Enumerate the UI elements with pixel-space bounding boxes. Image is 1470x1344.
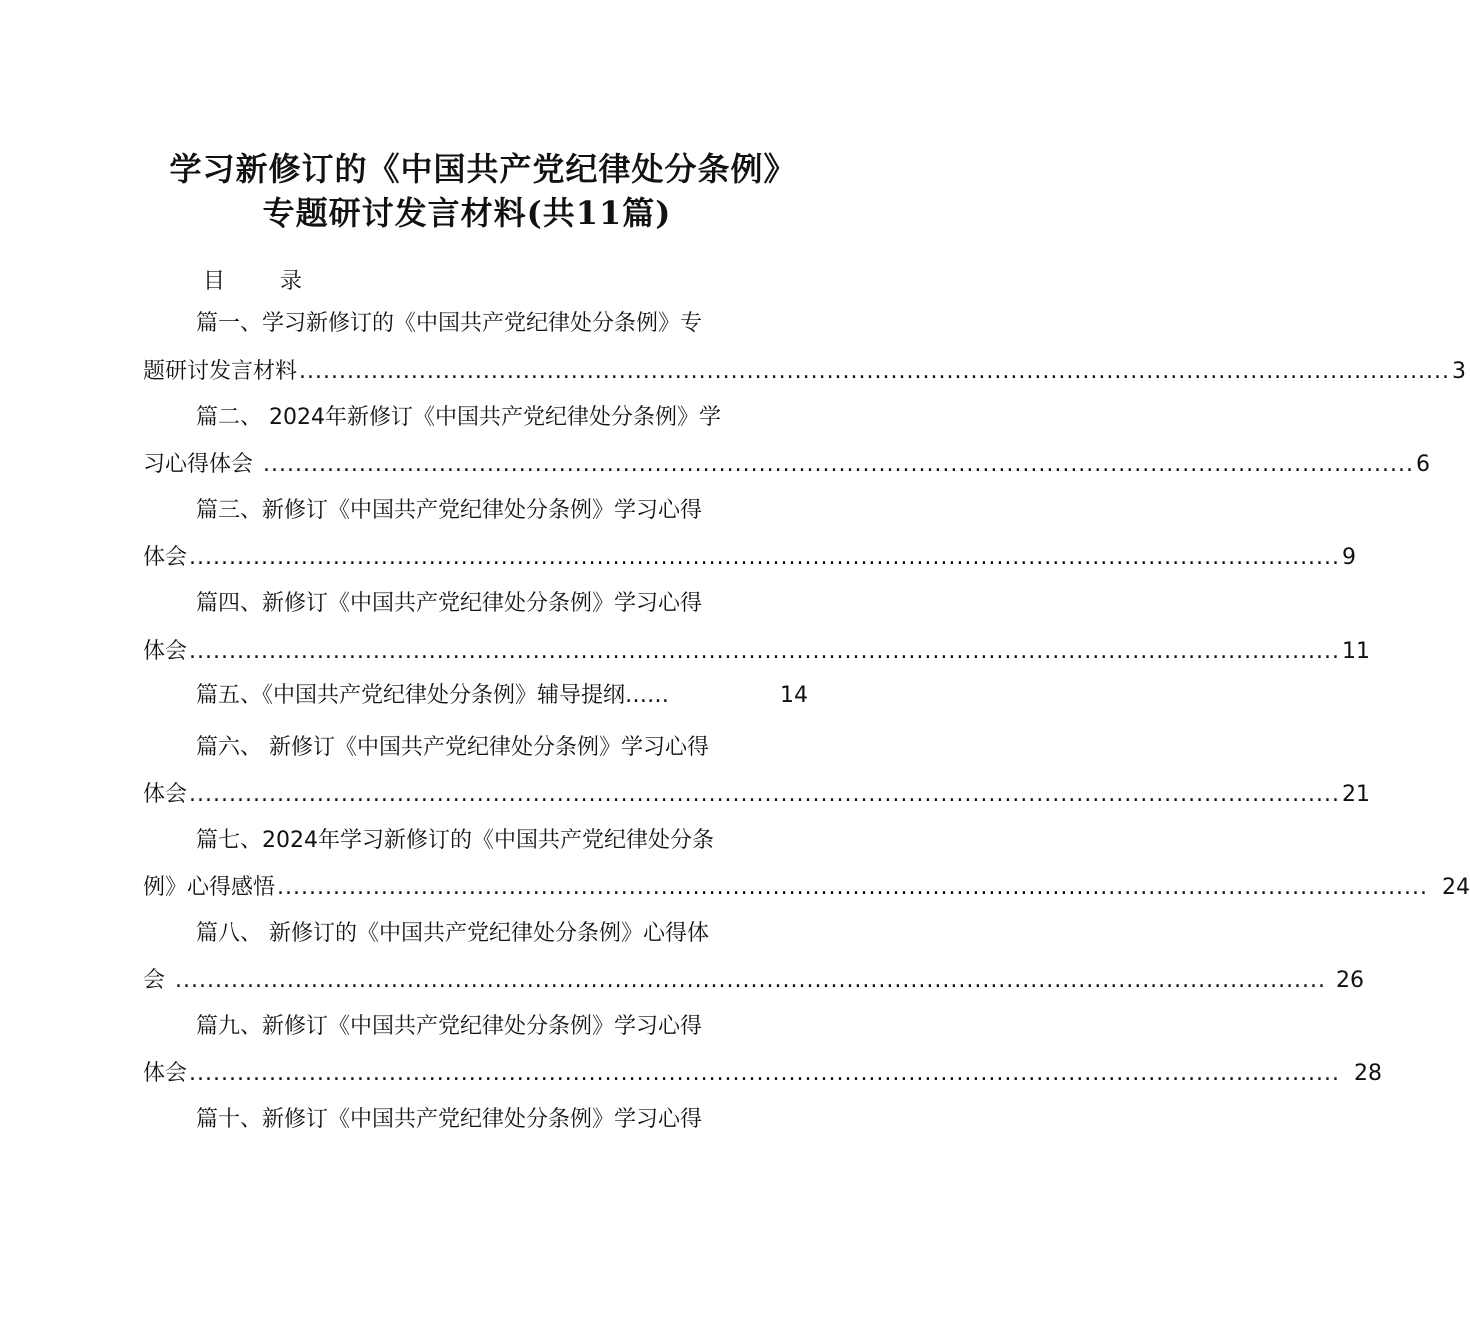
toc-entry-8-title-cont: 会 bbox=[143, 968, 166, 993]
dot-leader: ................................................................................................................................................ bbox=[189, 1061, 1341, 1086]
toc-entry-8-title[interactable]: 篇八、 新修订的《中国共产党纪律处分条例》心得体 bbox=[196, 921, 709, 946]
toc-entry-2-page-number: 6 bbox=[1416, 452, 1431, 477]
document-title-line-1: 学习新修订的《中国共产党纪律处分条例》 bbox=[169, 150, 797, 188]
toc-entry-5-page-number: 14 bbox=[780, 683, 808, 708]
toc-entry-7-page-number: 24 bbox=[1442, 875, 1470, 900]
dot-leader: ................................................................................................................................................ bbox=[299, 359, 1451, 384]
toc-entry-4-continuation[interactable] bbox=[143, 637, 1371, 667]
toc-entry-3-continuation[interactable] bbox=[143, 543, 1357, 573]
toc-entry-3-title[interactable]: 篇三、新修订《中国共产党纪律处分条例》学习心得 bbox=[196, 498, 703, 523]
toc-entry-9-title[interactable]: 篇九、新修订《中国共产党纪律处分条例》学习心得 bbox=[196, 1014, 703, 1039]
document-title-line-2: 专题研讨发言材料(共11篇) bbox=[262, 194, 672, 232]
toc-entry-7-title[interactable]: 篇七、2024年学习新修订的《中国共产党纪律处分条 bbox=[196, 828, 714, 853]
toc-entry-4-title[interactable]: 篇四、新修订《中国共产党纪律处分条例》学习心得 bbox=[196, 591, 703, 616]
toc-entry-9-page-number: 28 bbox=[1354, 1061, 1383, 1086]
dot-leader: ................................................................................................................................................ bbox=[255, 452, 1415, 477]
dot-leader: ................................................................................................................................................ bbox=[189, 639, 1341, 664]
toc-entry-1-title-cont: 题研讨发言材料 bbox=[143, 359, 298, 384]
toc-entry-5[interactable] bbox=[196, 681, 808, 711]
toc-entry-6-continuation[interactable] bbox=[143, 780, 1371, 810]
dot-leader: ................................................................................................................................................ bbox=[189, 782, 1341, 807]
toc-entry-4-title-cont: 体会 bbox=[143, 639, 188, 664]
toc-entry-6-page-number: 21 bbox=[1342, 782, 1371, 807]
dot-leader: ................................................................................................................................................ bbox=[189, 545, 1341, 570]
toc-entry-2-title-cont: 习心得体会 bbox=[143, 452, 254, 477]
toc-entry-3-title-cont: 体会 bbox=[143, 545, 188, 570]
toc-entry-6-title[interactable]: 篇六、 新修订《中国共产党纪律处分条例》学习心得 bbox=[196, 735, 709, 760]
toc-entry-7-title-cont: 例》心得感悟 bbox=[143, 875, 276, 900]
toc-entry-1-title[interactable]: 篇一、学习新修订的《中国共产党纪律处分条例》专 bbox=[196, 311, 703, 336]
toc-entry-8-page-number: 26 bbox=[1336, 968, 1365, 993]
toc-entry-9-continuation[interactable] bbox=[143, 1059, 1383, 1089]
toc-entry-3-page-number: 9 bbox=[1342, 545, 1357, 570]
toc-entry-2-title[interactable]: 篇二、 2024年新修订《中国共产党纪律处分条例》学 bbox=[196, 405, 721, 430]
toc-entry-9-title-cont: 体会 bbox=[143, 1061, 188, 1086]
dot-leader: ................................................................................................................................................ bbox=[277, 875, 1429, 900]
toc-entry-8-continuation[interactable] bbox=[143, 966, 1365, 996]
toc-entry-1-page-number: 3 bbox=[1452, 359, 1467, 384]
toc-entry-7-continuation[interactable] bbox=[143, 873, 1470, 903]
toc-entry-4-page-number: 11 bbox=[1342, 639, 1371, 664]
toc-entry-1-continuation[interactable] bbox=[143, 357, 1467, 387]
toc-entry-10-title[interactable]: 篇十、新修订《中国共产党纪律处分条例》学习心得 bbox=[196, 1107, 703, 1132]
toc-entry-5-title: 篇五、《中国共产党纪律处分条例》辅导提纲…… bbox=[196, 683, 670, 708]
toc-entry-2-continuation[interactable] bbox=[143, 450, 1431, 480]
toc-heading: 目 录 bbox=[203, 269, 326, 294]
toc-entry-6-title-cont: 体会 bbox=[143, 782, 188, 807]
dot-leader: ................................................................................................................................................ bbox=[175, 968, 1327, 993]
